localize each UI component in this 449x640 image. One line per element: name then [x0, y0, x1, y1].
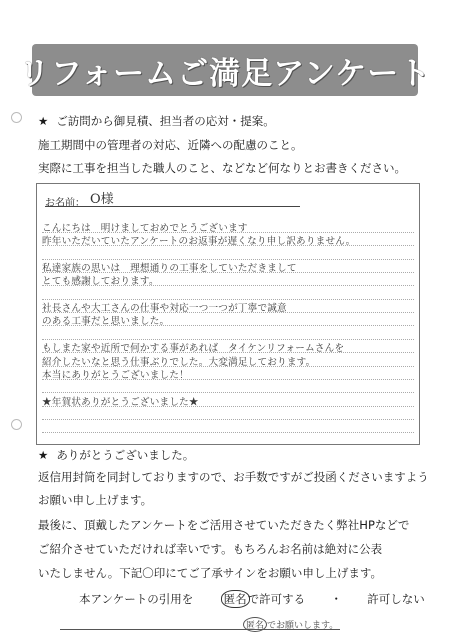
name-value: O様 [90, 192, 114, 207]
comment-line: 本当にありがとうございました！ [42, 369, 189, 381]
intro-line-1: ★ ご訪問から御見積、担当者の応対・提案。 [38, 114, 275, 128]
name-label: お名前： [45, 198, 85, 209]
title-banner [18, 44, 432, 96]
thanks-heading: ★ ありがとうございました。 [38, 448, 195, 462]
comment-line: のある工事だと思いました。 [42, 316, 170, 328]
permission-line [79, 590, 425, 608]
comment-line: とても感謝しております。 [42, 276, 159, 288]
star-icon: ★ [38, 114, 49, 128]
comment-line: 紹介したいなと思う仕事ぶりでした。大変満足しております。 [42, 356, 316, 368]
thanks-para2-line3: いたしません。下記〇印にてご了承サインをお願い申し上げます。 [38, 566, 382, 580]
intro-line-2: 施工期間中の管理者の対応、近隣への配慮のこと。 [38, 138, 303, 152]
anonymous-option[interactable]: で許可する [247, 592, 306, 606]
comment-line: ★年賀状ありがとうございました★ [42, 396, 199, 408]
thanks-para2-line1: 最後に、頂戴したアンケートをご活用させていただきたく弊社HPなどで [38, 518, 410, 532]
ruled-line [42, 432, 414, 433]
comment-line: 社長さんや大工さんの仕事や対応一つ一つが丁寧で誠意 [42, 303, 287, 315]
thanks-para2-line2: ご紹介させていただければ幸いです。もちろんお名前は絶対に公表 [38, 542, 383, 556]
comment-line: もしまた家や近所で何かする事があれば タイケンリフォームさんを [42, 343, 345, 355]
signature-circled: 匿名 [243, 617, 267, 632]
thanks-para1-line1: 返信用封筒を同封しておりますので、お手数ですがご投函くださいますよう [38, 470, 429, 484]
intro-line-3: 実際に工事を担当した職人のこと、などなど何なりとお書きください。 [38, 161, 406, 175]
star-icon: ★ [38, 448, 49, 462]
thanks-para1-line2: お願い申し上げます。 [38, 493, 153, 507]
page-title: リフォームご満足アンケート [18, 55, 432, 92]
comment-line: こんにちは 明けましておめでとうございます [42, 223, 248, 234]
permission-prefix: 本アンケートの引用を [79, 592, 194, 606]
ruled-line [42, 419, 414, 420]
comment-line: 私達家族の思いは 理想通りの工事をしていただきまして [42, 263, 297, 275]
option-separator: ・ [330, 592, 342, 606]
deny-option[interactable]: 許可しない [367, 592, 425, 606]
signature: 匿名 でお願いします。 [243, 617, 338, 632]
punch-hole [11, 419, 22, 430]
name-underline [45, 206, 300, 207]
comment-line: 昨年いただいていたアンケートのお返事が遅くなり申し訳ありません。 [42, 236, 356, 248]
anonymous-option-circled[interactable]: 匿名 [221, 590, 250, 608]
punch-hole [11, 112, 22, 123]
